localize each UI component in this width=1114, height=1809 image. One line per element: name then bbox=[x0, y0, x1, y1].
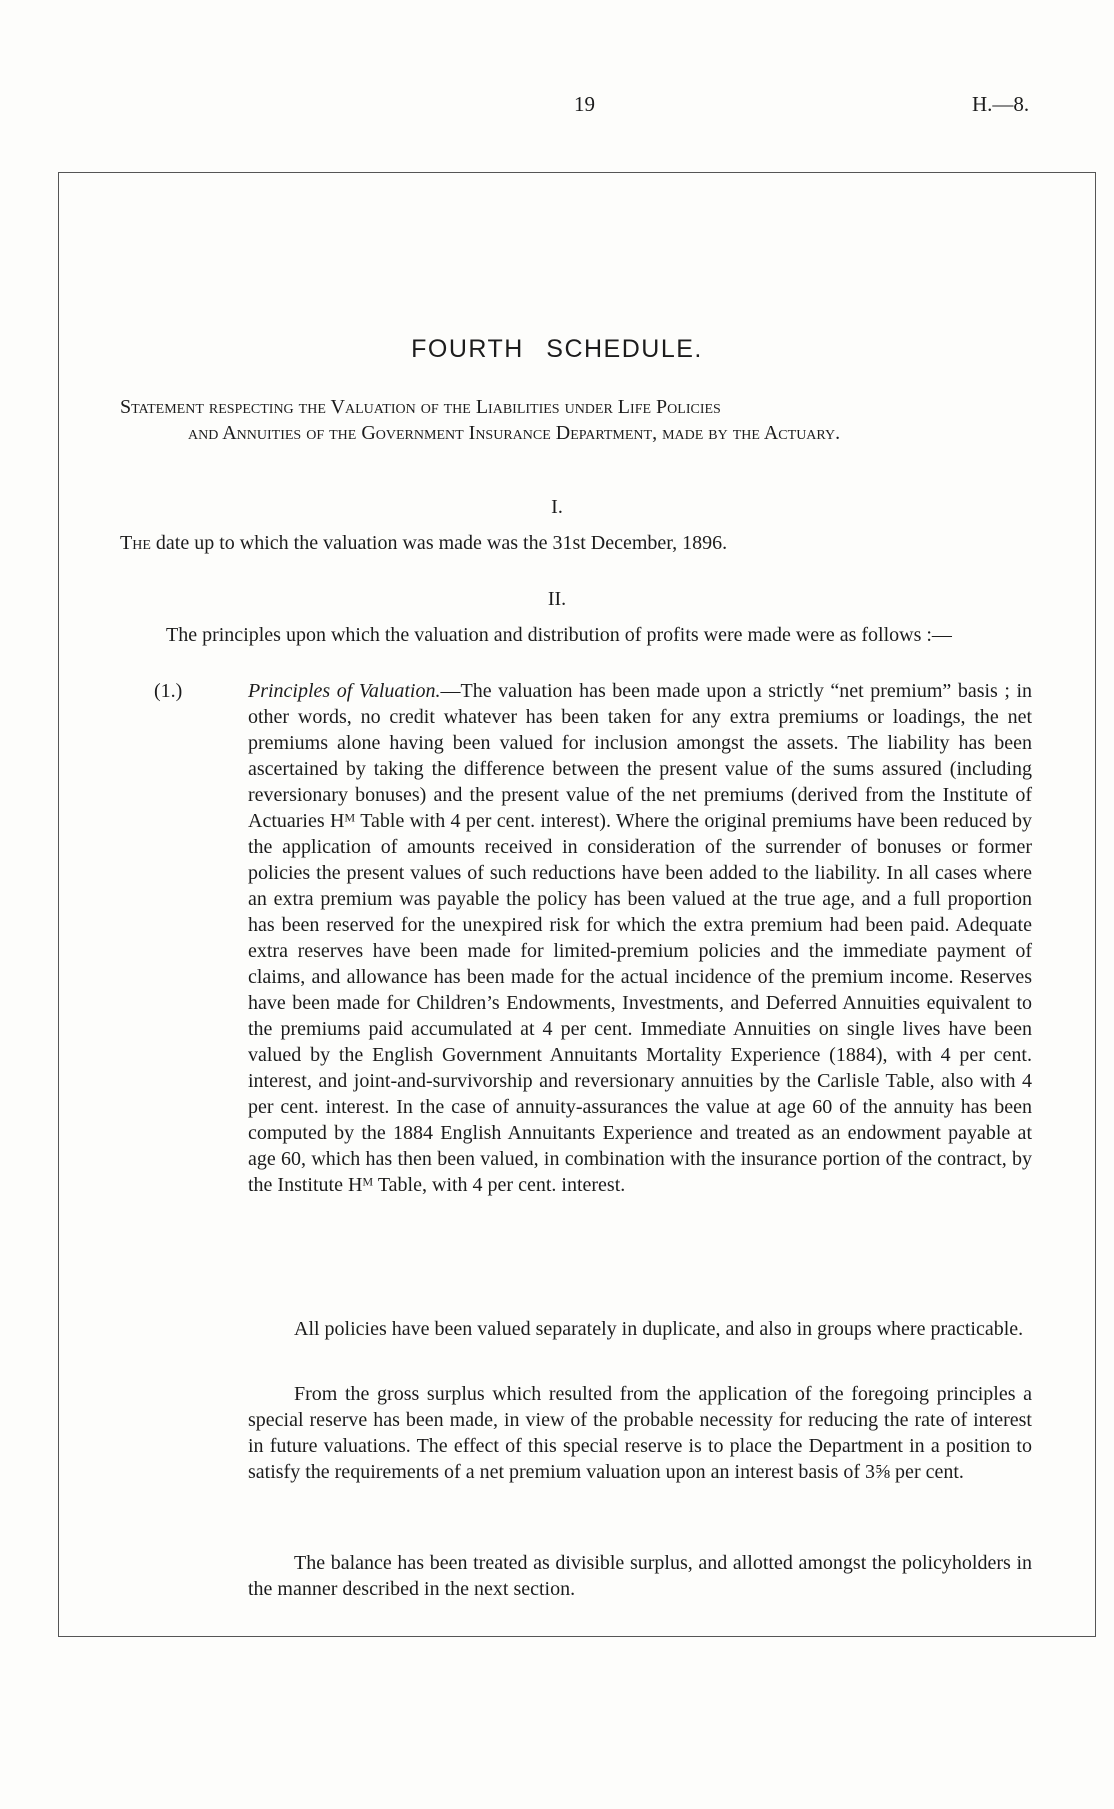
principles-of-valuation bbox=[154, 678, 1032, 1198]
section-numeral-1: I. bbox=[551, 496, 563, 518]
item-heading: Principles of Valuation. bbox=[248, 680, 441, 702]
schedule-title: FOURTH SCHEDULE. bbox=[411, 335, 703, 363]
statement-line-1: Statement respecting the Valuation of the Liabilities under Life Policies bbox=[120, 396, 721, 418]
page-number: 19 bbox=[574, 92, 595, 116]
lead-word: The bbox=[120, 532, 151, 554]
valuation-date-text: date up to which the valuation was made was the 31st December, 1896. bbox=[150, 532, 728, 554]
document-code: H.—8. bbox=[972, 92, 1030, 116]
duplicate-valuation-paragraph: All policies have been valued separately in duplicate, and also in groups where practicable. bbox=[294, 1318, 1024, 1340]
statement-heading bbox=[120, 394, 1034, 446]
special-reserve-paragraph: From the gross surplus which resulted from the application of the foregoing principles a special reserve has been made, in view of the probable necessity for reducing the rate of interest in future valuations. The effect of this special reserve is to place the Department in a position to satisfy the requirements of a net premium valuation upon an interest basis of 3⅝ per cent. bbox=[248, 1383, 1032, 1483]
section-numeral-2: II. bbox=[547, 588, 567, 610]
item-text: —The valuation has been made upon a strictly “net premium” basis ; in other words, no credit whatever has been taken for any extra premiums or loadings, the net premiums alone having been valued for inclusion amongst the assets. The liability has been ascertained by taking the difference between the present value of the sums assured (including reversionary bonuses) and the present value of the net premiums (derived from the Institute of Actuaries Hᴹ Table with 4 per cent. interest). Where the original premiums have been reduced by the application of amounts received in consideration of the surrender of bonuses or former policies the present values of such reductions have been added to the liability. In all cases where an extra premium was payable the policy has been valued at the true age, and a full proportion has been reserved for the unexpired risk for which the extra premium had been paid. Adequate extra reserves have been made for limited-premium policies and the immediate payment of claims, and allowance has been made for the actual incidence of the premium income. Reserves have been made for Children’s Endowments, Investments, and Deferred Annuities equivalent to the premiums paid accumulated at 4 per cent. Immediate Annuities on single lives have been valued by the English Government Annuitants Mortality Experience (1884), with 4 per cent. interest, and joint-and-survivorship and reversionary annuities by the Carlisle Table, also with 4 per cent. interest. In the case of annuity-assurances the value at age 60 of the annuity has been computed by the 1884 English Annuitants Experience and treated as an endowment payable at age 60, which has then been valued, in combination with the insurance portion of the contract, by the Institute Hᴹ Table, with 4 per cent. interest. bbox=[248, 680, 1032, 1196]
statement-line-2: and Annuities of the Government Insurance Department, made by the Actuary. bbox=[188, 422, 841, 444]
item-label: (1.) bbox=[154, 680, 183, 702]
divisible-surplus-paragraph: The balance has been treated as divisible surplus, and allotted amongst the policyholders in the manner described in the next section. bbox=[248, 1552, 1032, 1600]
valuation-date-paragraph bbox=[120, 530, 1034, 556]
principles-intro: The principles upon which the valuation and distribution of profits were made were as follows :— bbox=[166, 624, 952, 646]
